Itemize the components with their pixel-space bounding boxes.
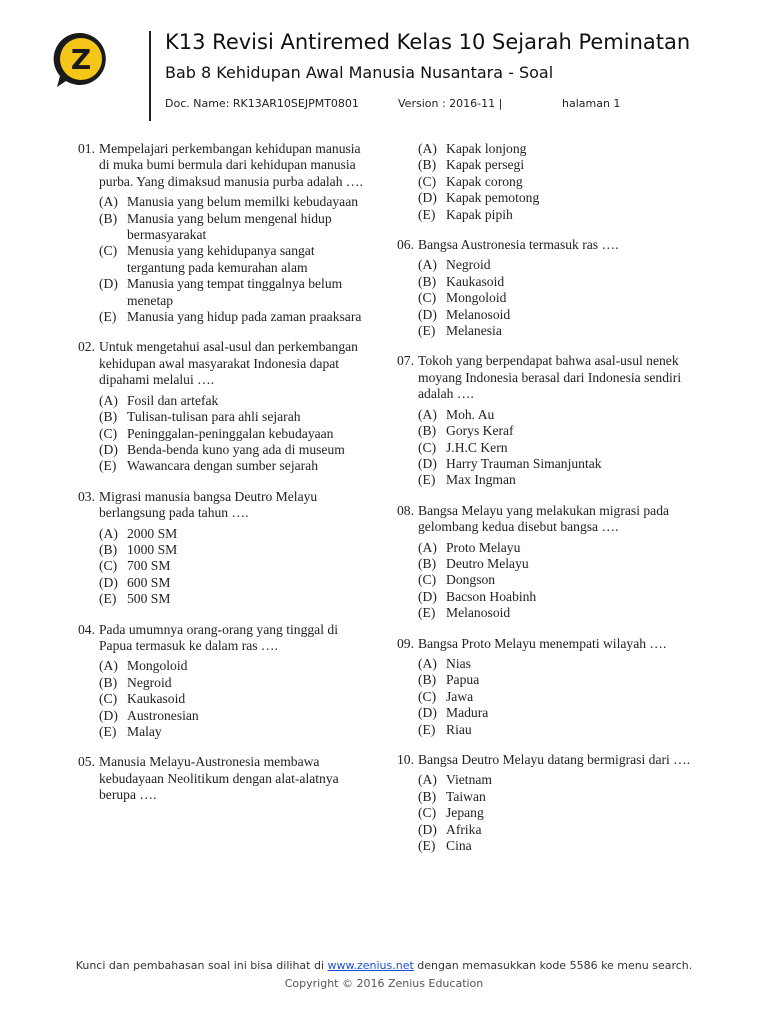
question-number: 02.: [78, 339, 95, 355]
answer-options: [99, 393, 370, 475]
option-text: Tulisan-tulisan para ahli sejarah: [127, 409, 301, 425]
question-stem: [78, 622, 370, 655]
option-text: Kaukasoid: [446, 273, 505, 289]
option-letter: (A): [418, 539, 437, 555]
option-text: Negroid: [127, 674, 172, 690]
answer-option: [418, 689, 695, 705]
answer-option: [418, 605, 695, 621]
answer-option: [99, 724, 370, 740]
option-text: Gorys Keraf: [446, 423, 514, 439]
option-letter: (C): [99, 558, 118, 574]
answer-option: [418, 141, 695, 157]
question-number: 07.: [397, 353, 414, 369]
option-text: Peninggalan-peninggalan kebudayaan: [127, 425, 334, 441]
answer-option: [418, 572, 695, 588]
answer-option: [418, 805, 695, 821]
questions-left-column: [78, 141, 370, 818]
logo-letter: Z: [70, 43, 92, 76]
option-letter: (D): [418, 821, 437, 837]
answer-option: [99, 409, 370, 425]
option-text: Manusia yang tempat tinggalnya belum menetap: [127, 276, 343, 308]
answer-option: [99, 426, 370, 442]
option-text: Afrika: [446, 821, 482, 837]
option-text: Papua: [446, 672, 480, 688]
option-letter: (E): [418, 472, 436, 488]
answer-option: [99, 526, 370, 542]
option-letter: (A): [99, 194, 118, 210]
option-letter: (D): [418, 455, 437, 471]
option-text: Jepang: [446, 805, 484, 821]
option-letter: (A): [418, 772, 437, 788]
option-text: Riau: [446, 721, 472, 737]
copyright: Copyright © 2016 Zenius Education: [284, 977, 484, 990]
zenius-link[interactable]: www.zenius.net: [327, 959, 414, 972]
question-9: [397, 636, 695, 738]
question-4: [78, 622, 370, 741]
option-text: Moh. Au: [446, 406, 495, 422]
option-letter: (E): [99, 591, 117, 607]
question-text: Bangsa Austronesia termasuk ras ….: [418, 237, 619, 253]
option-text: Max Ingman: [446, 472, 516, 488]
option-text: Kapak pemotong: [446, 190, 540, 206]
option-letter: (B): [99, 541, 118, 557]
questions-right-column: [397, 141, 695, 868]
option-text: Wawancara dengan sumber sejarah: [127, 458, 319, 474]
question-text: Mempelajari perkembangan kehidupan manusia di muka bumi bermula dari kehidupan manusia purba. Yang dimaksud manusia purba adalah ….: [99, 141, 363, 189]
option-letter: (C): [418, 439, 437, 455]
option-text: Manusia yang belum memilki kebudayaan: [127, 194, 359, 210]
question-3: [78, 489, 370, 608]
question-stem: [397, 237, 695, 253]
answer-options: [99, 194, 370, 325]
option-text: Manusia yang belum mengenal hidup bermasyarakat: [127, 210, 332, 243]
answer-option: [99, 442, 370, 458]
answer-option: [418, 307, 695, 323]
answer-option: [418, 556, 695, 572]
option-text: Deutro Melayu: [446, 555, 529, 571]
question-number: 04.: [78, 621, 95, 637]
answer-option: [418, 274, 695, 290]
option-text: Malay: [127, 724, 162, 739]
option-text: Dongson: [446, 572, 496, 588]
question-text: Untuk mengetahui asal-usul dan perkembangan kehidupan awal masyarakat Indonesia dapat dipahami melalui ….: [99, 339, 358, 388]
answer-option: [99, 243, 370, 276]
question-number: 06.: [397, 237, 414, 253]
option-letter: (C): [418, 688, 437, 704]
question-text: Bangsa Proto Melayu menempati wilayah ….: [418, 635, 667, 651]
option-letter: (B): [418, 555, 437, 571]
option-letter: (E): [418, 838, 436, 854]
doc-name: Doc. Name: RK13AR10SEJPMT0801: [165, 97, 359, 110]
question-stem: [397, 503, 695, 536]
document-subtitle: Bab 8 Kehidupan Awal Manusia Nusantara - Soal: [165, 63, 554, 82]
answer-option: [418, 789, 695, 805]
question-text: Manusia Melayu-Austronesia membawa kebudayaan Neolitikum dengan alat-alatnya berupa ….: [99, 754, 339, 803]
question-number: 05.: [78, 754, 95, 770]
option-text: Kapak persegi: [446, 157, 525, 173]
question-stem: [78, 339, 370, 388]
header-divider: [149, 31, 151, 121]
question-stem: [397, 353, 695, 402]
answer-option: [418, 705, 695, 721]
page-number: halaman 1: [562, 97, 621, 110]
option-letter: (B): [418, 423, 437, 439]
option-text: Mongoloid: [127, 658, 188, 674]
question-10: [397, 752, 695, 854]
option-letter: (A): [99, 658, 118, 674]
option-text: 500 SM: [127, 591, 171, 607]
question-7: [397, 353, 695, 488]
option-letter: (D): [99, 441, 118, 457]
option-text: 1000 SM: [127, 541, 178, 557]
option-letter: (E): [418, 605, 436, 621]
answer-option: [418, 440, 695, 456]
question-stem: [78, 754, 370, 803]
answer-option: [99, 675, 370, 691]
answer-option: [99, 575, 370, 591]
option-letter: (C): [418, 173, 437, 189]
answer-option: [99, 591, 370, 607]
answer-options: [418, 407, 695, 489]
option-letter: (A): [418, 406, 437, 422]
answer-option: [99, 558, 370, 574]
answer-options: [418, 540, 695, 622]
answer-option: [99, 542, 370, 558]
option-text: Melanesia: [446, 323, 502, 339]
option-letter: (C): [418, 290, 437, 306]
option-text: Benda-benda kuno yang ada di museum: [127, 441, 345, 457]
question-text: Migrasi manusia bangsa Deutro Melayu berlangsung pada tahun ….: [99, 488, 318, 521]
option-text: Jawa: [446, 688, 474, 704]
option-text: 600 SM: [127, 574, 171, 590]
option-text: Kaukasoid: [127, 691, 186, 707]
answer-option: [418, 174, 695, 190]
answer-option: [418, 323, 695, 339]
zenius-logo: [52, 30, 110, 88]
answer-options: [99, 526, 370, 608]
option-letter: (D): [99, 276, 118, 292]
option-letter: (B): [418, 273, 437, 289]
option-letter: (C): [418, 805, 437, 821]
option-text: Madura: [446, 705, 489, 721]
question-text: Bangsa Deutro Melayu datang bermigrasi dari ….: [418, 752, 691, 767]
option-letter: (D): [418, 190, 437, 206]
option-letter: (E): [418, 206, 436, 222]
option-letter: (A): [418, 141, 437, 156]
option-letter: (E): [99, 724, 117, 739]
option-text: J.H.C Kern: [446, 439, 508, 455]
option-text: Austronesian: [127, 707, 199, 723]
option-letter: (A): [99, 525, 118, 541]
option-letter: (C): [418, 572, 437, 588]
answer-option: [418, 838, 695, 854]
option-text: 2000 SM: [127, 525, 178, 541]
question-text: Pada umumnya orang-orang yang tinggal di Papua termasuk ke dalam ras ….: [99, 621, 338, 653]
question-number: 01.: [78, 141, 95, 156]
option-text: Vietnam: [446, 772, 492, 788]
answer-option: [418, 207, 695, 223]
answer-option: [99, 658, 370, 674]
answer-option: [99, 458, 370, 474]
option-letter: (C): [99, 243, 118, 259]
option-text: Bacson Hoabinh: [446, 588, 537, 604]
question-number: 03.: [78, 488, 95, 504]
answer-options: [418, 772, 695, 854]
option-text: Kapak lonjong: [446, 141, 527, 156]
question-5-options-continued: [397, 141, 695, 223]
option-letter: (C): [99, 425, 118, 441]
answer-option: [99, 194, 370, 210]
question-stem: [78, 141, 370, 190]
option-letter: (B): [418, 157, 437, 173]
question-2: [78, 339, 370, 474]
answer-option: [418, 672, 695, 688]
answer-option: [418, 472, 695, 488]
option-letter: (A): [99, 392, 118, 408]
answer-option: [99, 309, 370, 325]
question-6: [397, 237, 695, 339]
question-text: Tokoh yang berpendapat bahwa asal-usul nenek moyang Indonesia berasal dari Indonesia sendiri adalah ….: [418, 353, 682, 402]
answer-option: [418, 540, 695, 556]
option-text: Kapak corong: [446, 173, 523, 189]
option-letter: (A): [418, 257, 437, 273]
option-letter: (D): [418, 306, 437, 322]
option-text: Melanosoid: [446, 306, 511, 322]
answer-option: [418, 257, 695, 273]
question-stem: [397, 636, 695, 652]
footer-note: [0, 959, 768, 972]
question-1: [78, 141, 370, 325]
answer-option: [418, 656, 695, 672]
answer-option: [418, 772, 695, 788]
option-text: Negroid: [446, 257, 491, 273]
question-number: 10.: [397, 752, 414, 767]
doc-version: Version : 2016-11 |: [398, 97, 503, 110]
option-letter: (A): [418, 655, 437, 671]
option-text: Fosil dan artefak: [127, 392, 219, 408]
answer-options: [418, 141, 695, 223]
option-letter: (D): [418, 588, 437, 604]
option-letter: (D): [99, 707, 118, 723]
answer-option: [418, 589, 695, 605]
answer-option: [418, 822, 695, 838]
footer-text-after: dengan memasukkan kode 5586 ke menu search.: [413, 959, 693, 972]
answer-option: [99, 393, 370, 409]
question-number: 09.: [397, 635, 414, 651]
option-text: Kapak pipih: [446, 206, 513, 222]
answer-option: [418, 722, 695, 738]
answer-option: [418, 190, 695, 206]
answer-option: [418, 456, 695, 472]
option-text: Mongoloid: [446, 290, 507, 306]
option-text: Harry Trauman Simanjuntak: [446, 455, 602, 471]
option-text: 700 SM: [127, 558, 171, 574]
answer-option: [418, 407, 695, 423]
option-letter: (B): [99, 210, 118, 226]
option-text: Menusia yang kehidupanya sangat tergantung pada kemurahan alam: [127, 243, 315, 275]
option-letter: (E): [99, 309, 117, 325]
option-letter: (D): [99, 574, 118, 590]
option-text: Proto Melayu: [446, 539, 521, 555]
option-letter: (B): [418, 788, 437, 804]
option-text: Taiwan: [446, 788, 486, 804]
option-letter: (C): [99, 691, 118, 707]
option-letter: (E): [418, 323, 436, 339]
answer-options: [418, 656, 695, 738]
option-text: Nias: [446, 655, 471, 671]
option-letter: (D): [418, 705, 437, 721]
option-letter: (E): [99, 458, 117, 474]
footer-text-before: Kunci dan pembahasan soal ini bisa dilihat di: [75, 959, 328, 972]
answer-options: [99, 658, 370, 740]
answer-option: [99, 708, 370, 724]
option-letter: (B): [418, 672, 437, 688]
answer-option: [418, 423, 695, 439]
document-title: K13 Revisi Antiremed Kelas 10 Sejarah Peminatan: [165, 30, 691, 54]
question-number: 08.: [397, 502, 414, 518]
question-stem: [397, 752, 695, 768]
question-text: Bangsa Melayu yang melakukan migrasi pada gelombang kedua disebut bangsa ….: [418, 502, 670, 535]
answer-option: [99, 276, 370, 309]
option-text: Cina: [446, 838, 472, 854]
question-stem: [78, 489, 370, 522]
answer-option: [418, 157, 695, 173]
answer-option: [99, 211, 370, 244]
option-text: Manusia yang hidup pada zaman praaksara: [127, 309, 362, 325]
option-letter: (E): [418, 721, 436, 737]
option-text: Melanosoid: [446, 605, 511, 621]
answer-option: [99, 691, 370, 707]
answer-options: [418, 257, 695, 339]
question-5: [78, 754, 370, 803]
option-letter: (B): [99, 674, 118, 690]
option-letter: (B): [99, 409, 118, 425]
question-8: [397, 503, 695, 622]
answer-option: [418, 290, 695, 306]
